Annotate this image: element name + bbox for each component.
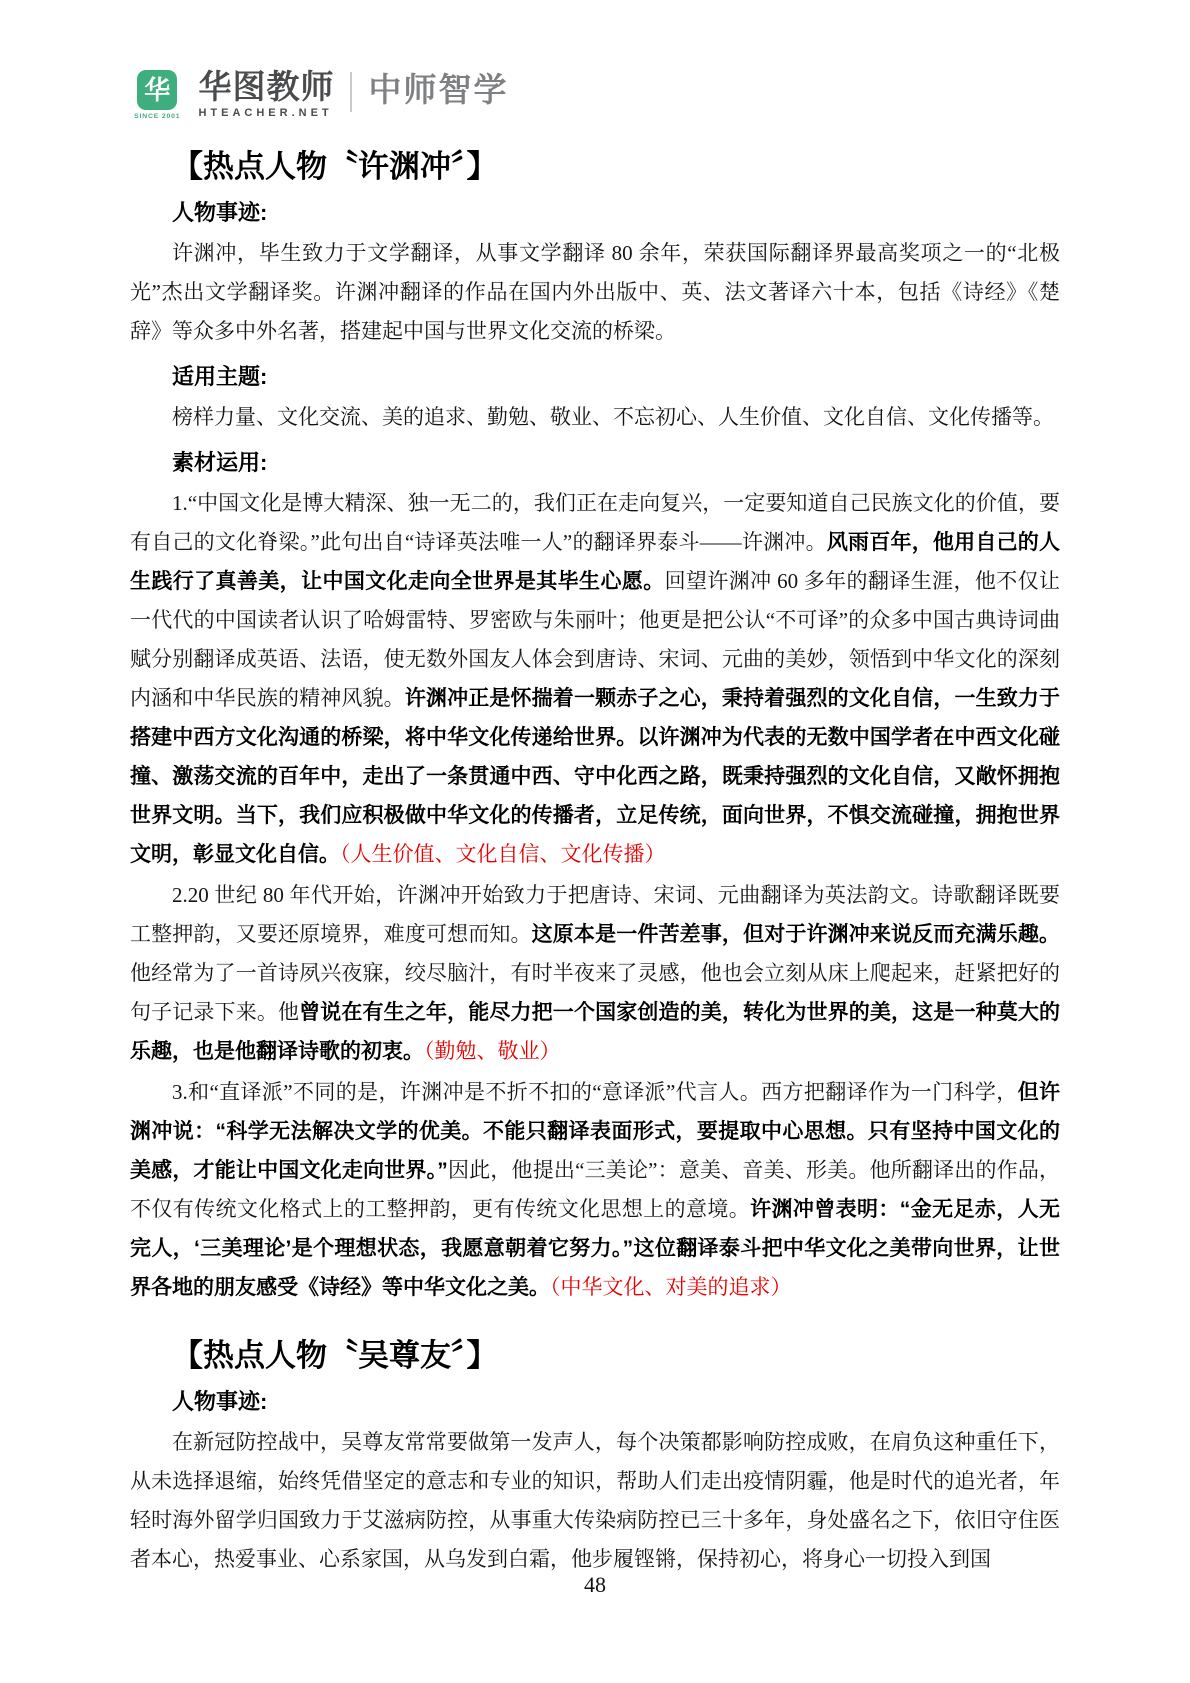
text-run-bold: 风雨百年，他用自己的人生践行了真善美，让中国文化走向全世界是其毕生心愿。 bbox=[130, 531, 1060, 594]
section-title-wuzunyou: 【热点人物〝吴尊友〞】 bbox=[172, 1338, 498, 1374]
heading-renwushiji-2: 人物事迹: bbox=[172, 1389, 268, 1415]
text-run: 3.和“直译派”不同的是，许渊冲是不折不扣的“意译派”代言人。西方把翻译作为一门科学， bbox=[172, 1080, 1018, 1105]
text-run: 因此，他提出“三美论”：意美、音美、形美。他所翻译出的作品，不仅有传统文化格式上的工整押韵，更有传统文化思想上的意境。 bbox=[130, 1158, 1061, 1222]
text-run-red-annotation: （勤勉、敬业） bbox=[424, 1039, 561, 1064]
brand-separator bbox=[350, 72, 352, 112]
text-run: 回望许渊冲 60 多年的翻译生涯，他不仅让一代代的中国读者认识了哈姆雷特、罗密欧与朱丽叶；他更是把公认“不可译”的众多中国古典诗词曲赋分别翻译成英语、法语，使无数外国友人体会到唐诗、宋词、元曲的美妙，领悟到中华文化的深刻内涵和中华民族的精神风貌。 bbox=[130, 569, 1060, 711]
paragraph-profile-xu: 许渊冲，毕生致力于文学翻译，从事文学翻译 80 余年，荣获国际翻译界最高奖项之一的“北极光”杰出文学翻译奖。许渊冲翻译的作品在国内外出版中、英、法文著译六十本，包括《诗经》《楚辞》等众多中外名著，搭建起中国与世界文化交流的桥梁。 bbox=[130, 240, 1060, 343]
logo-since-label: SINCE 2001 bbox=[134, 112, 181, 120]
paragraph-material-3 bbox=[130, 1073, 1060, 1307]
section-title-xuyuanchong: 【热点人物〝许渊冲〞】 bbox=[172, 149, 498, 184]
header-logo-row bbox=[130, 70, 1060, 132]
logo-glyph: 华 bbox=[144, 75, 171, 105]
brand-domain: HTEACHER.NET bbox=[198, 106, 333, 119]
heading-shiyongzhuti: 适用主题: bbox=[172, 363, 268, 389]
page-number: 48 bbox=[584, 1572, 606, 1597]
heading-renwushiji-1: 人物事迹: bbox=[172, 199, 268, 225]
huatu-logo-icon bbox=[130, 70, 184, 121]
paragraph-material-1 bbox=[130, 484, 1060, 874]
paragraph-themes: 榜样力量、文化交流、美的追求、勤勉、敬业、不忘初心、人生价值、文化自信、文化传播等。 bbox=[172, 405, 1054, 430]
text-run-red-annotation: （中华文化、对美的追求） bbox=[550, 1275, 792, 1300]
paragraph-profile-wu: 在新冠防控战中，吴尊友常常要做第一发声人，每个决策都影响防控成败，在肩负这种重任下，从未选择退缩，始终凭借坚定的意志和专业的知识，帮助人们走出疫情阴霾，他是时代的追光者，年轻时海外留学归国致力于艾滋病防控，从事重大传染病防控已三十多年，身处盛名之下，依旧守住医者本心，热爱事业、心系家国，从乌发到白霜，他步履铿锵，保持初心，将身心一切投入到国 bbox=[130, 1430, 1060, 1572]
brand-name: 华图教师 bbox=[198, 68, 335, 105]
text-run-red-annotation: （人生价值、文化自信、文化传播） bbox=[340, 842, 666, 867]
text-run: 他经常为了一首诗夙兴夜寐，绞尽脑汁，有时半夜来了灵感，他也会立刻从床上爬起来，赶紧把好的句子记录下来。他 bbox=[130, 961, 1060, 1025]
brand-block bbox=[198, 70, 334, 119]
text-run: 1.“中国文化是博大精深、独一无二的，我们正在走向复兴，一定要知道自己民族文化的价值，要有自己的文化脊梁。”此句出自“诗译英法唯一人”的翻译界泰斗——许渊冲。 bbox=[130, 491, 1060, 555]
text-run-bold: 这原本是一件苦差事，但对于许渊冲来说反而充满乐趣。 bbox=[531, 923, 1061, 947]
heading-sucaiyunyong: 素材运用: bbox=[172, 450, 268, 476]
text-run-bold: 但许渊冲说：“科学无法解决文学的优美。不能只翻译表面形式，要提取中心思想。只有坚持中国文化的美感，才能让中国文化走向世界。” bbox=[130, 1081, 1061, 1183]
product-name: 中师智学 bbox=[368, 71, 509, 108]
text-run-bold: 许渊冲正是怀揣着一颗赤子之心，秉持着强烈的文化自信，一生致力于搭建中西方文化沟通的桥梁，将中华文化传递给世界。以许渊冲为代表的无数中国学者在中西文化碰撞、激荡交流的百年中，走出了一条贯通中西、守中化西之路，既秉持强烈的文化自信，又敞怀拥抱世界文明。当下，我们应积极做中华文化的传播者，立足传统，面向世界，不惧交流碰撞，拥抱世界文明，彰显文化自信。 bbox=[130, 687, 1061, 867]
text-run: 2.20 世纪 80 年代开始，许渊冲开始致力于把唐诗、宋词、元曲翻译为英法韵文。诗歌翻译既要工整押韵，又要还原境界，难度可想而知。 bbox=[130, 883, 1060, 947]
text-run-bold: 曾说在有生之年，能尽力把一个国家创造的美，转化为世界的美，这是一种莫大的乐趣，也是他翻译诗歌的初衷。 bbox=[130, 1001, 1061, 1064]
paragraph-material-2 bbox=[130, 876, 1060, 1071]
text-run-bold: 许渊冲曾表明：“金无足赤，人无完人，‘三美理论’是个理想状态，我愿意朝着它努力。”这位翻译泰斗把中华文化之美带向世界，让世界各地的朋友感受《诗经》等中华文化之美。 bbox=[130, 1198, 1060, 1300]
logo-square-icon bbox=[137, 70, 177, 110]
